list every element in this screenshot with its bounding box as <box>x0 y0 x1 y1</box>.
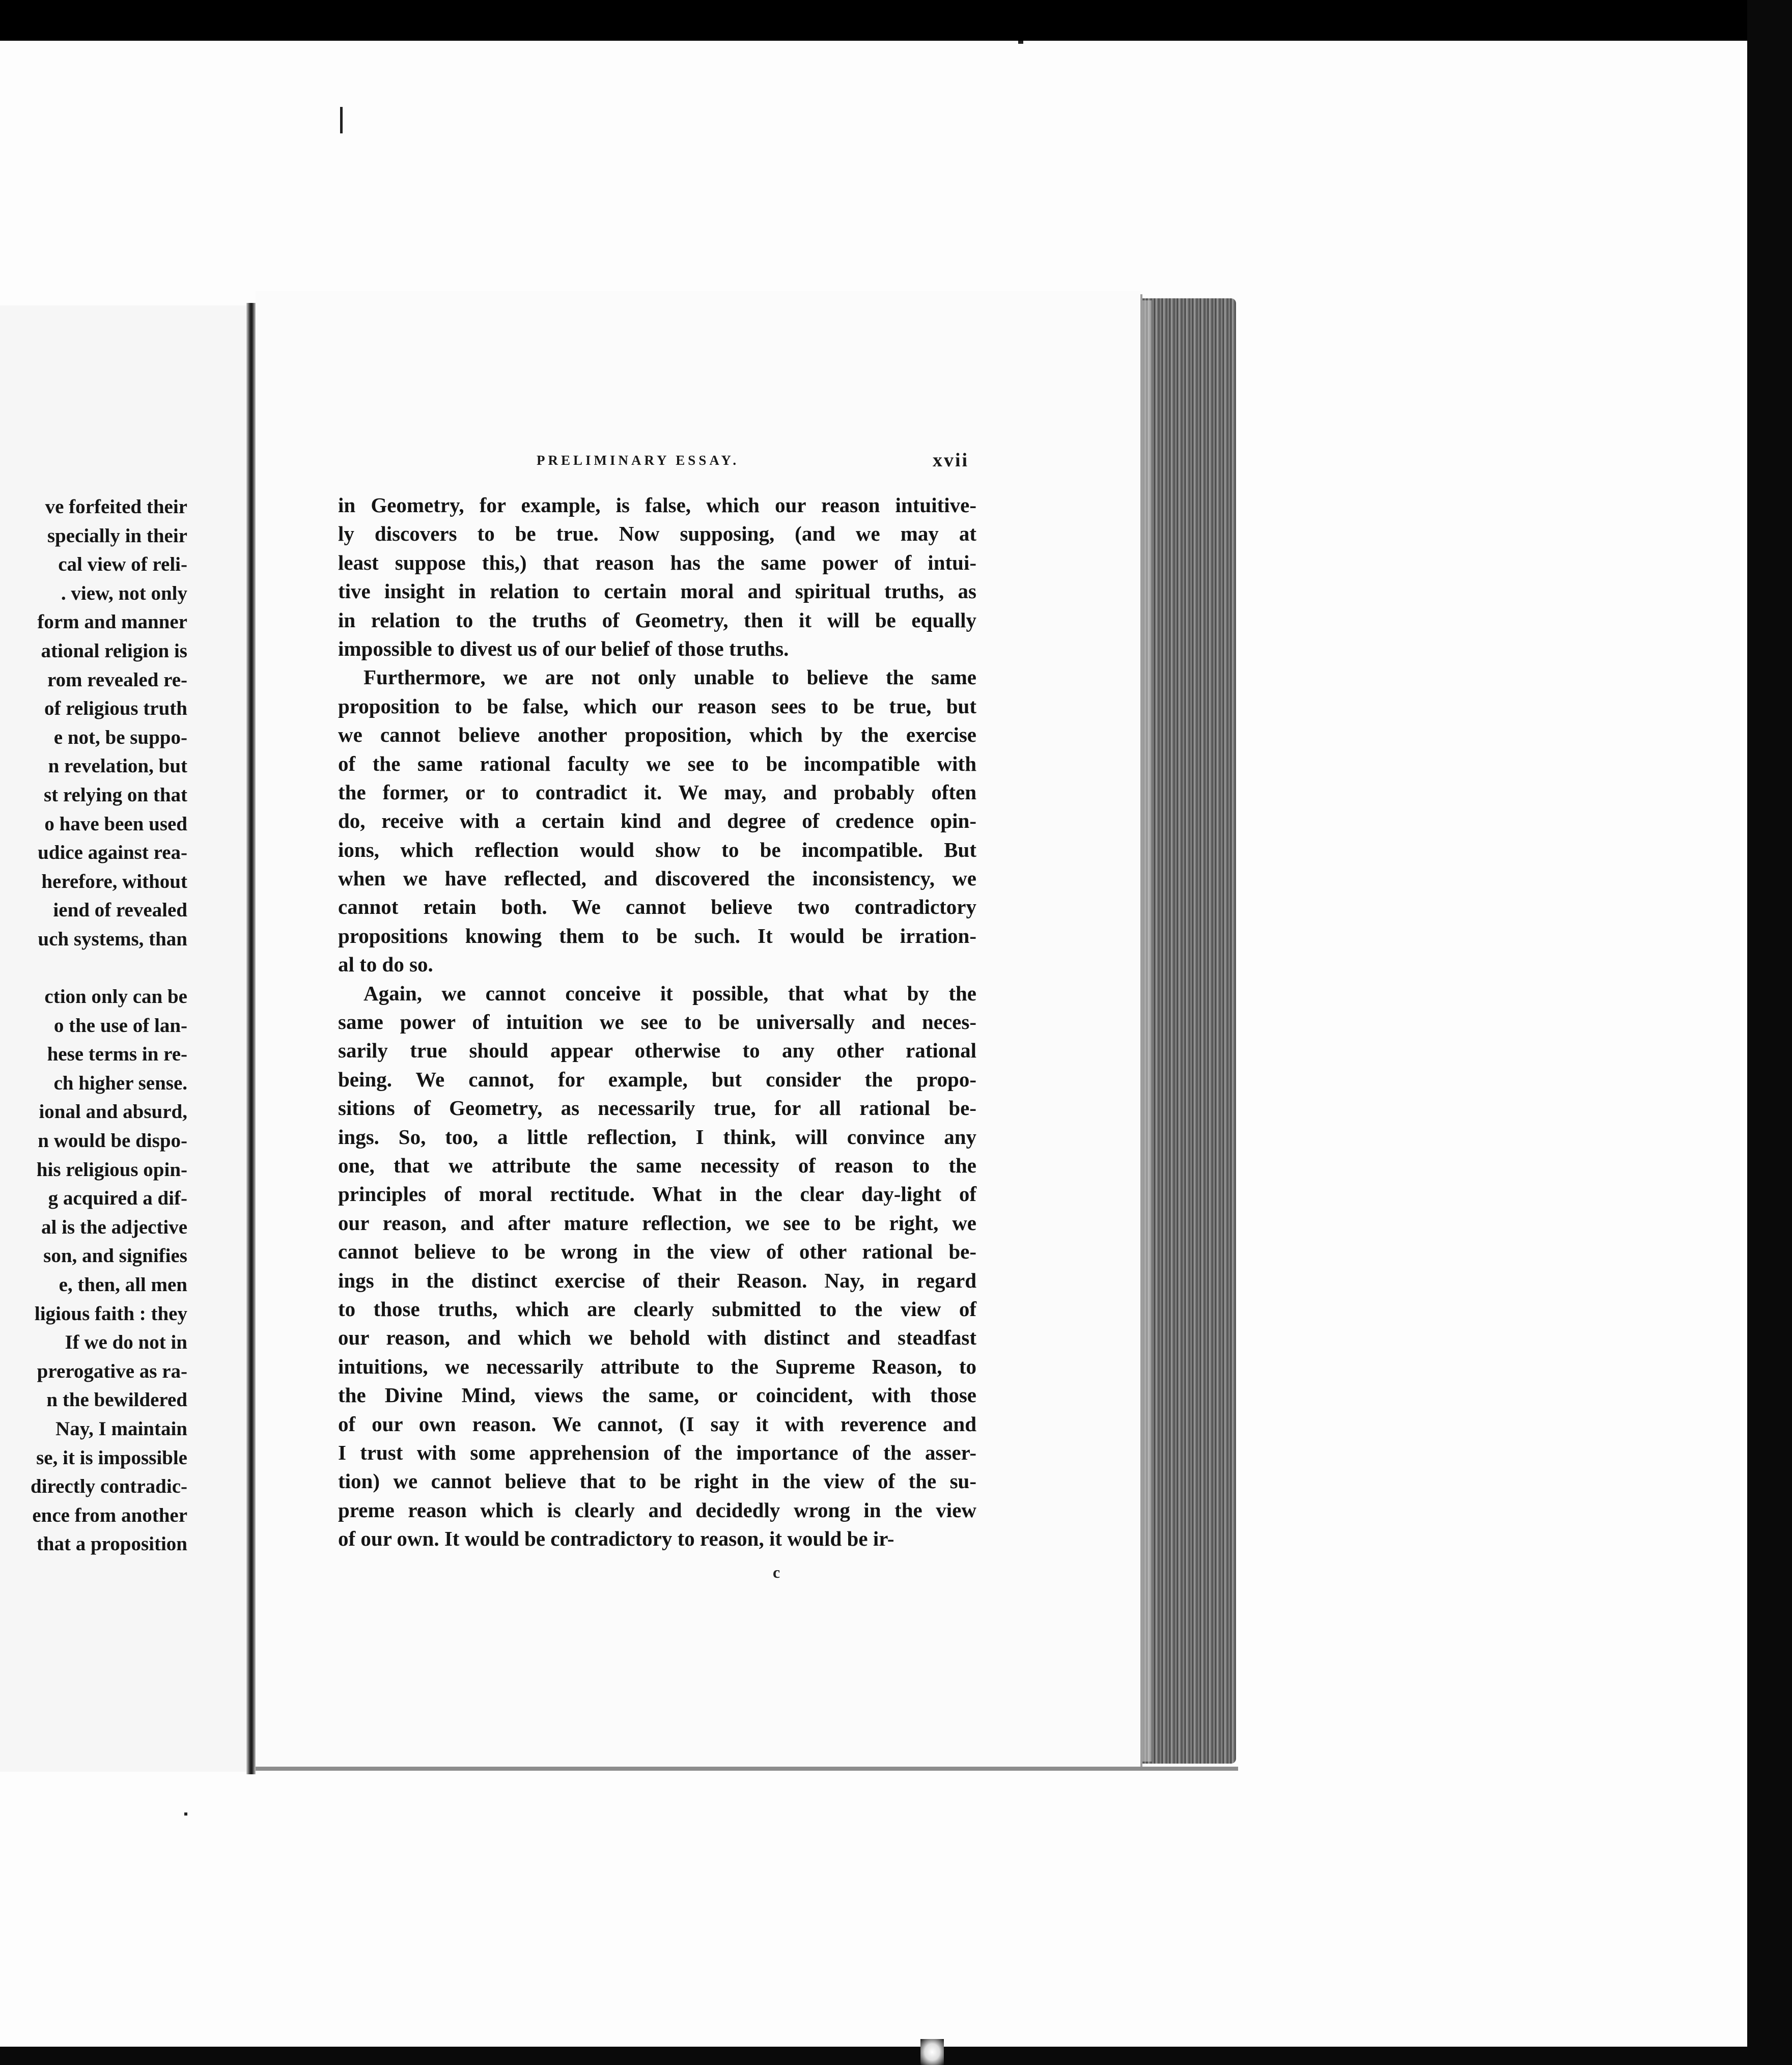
text-line: If we do not in <box>65 1331 187 1354</box>
text-line: iend of revealed <box>53 899 187 922</box>
text-line: o have been used <box>44 813 187 835</box>
text-line: sarily true should appear otherwise to any other rational <box>338 1039 976 1063</box>
text-line: g acquired a dif- <box>48 1187 187 1210</box>
text-line: do, receive with a certain kind and degree of credence opin- <box>338 809 976 833</box>
text-line: to those truths, which are clearly submitted to the view of <box>338 1297 976 1321</box>
text-line: directly contradic- <box>31 1475 187 1498</box>
stray-mark <box>1018 41 1023 44</box>
text-line: one, that we attribute the same necessity of reason to the <box>338 1153 976 1177</box>
text-line: al is the adjective <box>41 1216 187 1238</box>
signature-mark: c <box>773 1563 780 1581</box>
text-line: of the same rational faculty we see to be incompatible with <box>338 751 976 775</box>
page-number: xvii <box>933 450 969 471</box>
text-line: st relying on that <box>43 784 187 806</box>
page-shadow <box>256 1767 1238 1771</box>
scan-border-bottom <box>0 2047 1792 2065</box>
text-line: I trust with some apprehension of the importance of the asser- <box>338 1440 976 1464</box>
text-line: same power of intuition we see to be universally and neces- <box>338 1010 976 1034</box>
text-line: cal view of reli- <box>58 553 187 576</box>
text-line: n revelation, but <box>48 755 187 777</box>
text-line: least suppose this,) that reason has the same power of intui- <box>338 550 976 574</box>
text-line: ings in the distinct exercise of their Reason. Nay, in regard <box>338 1268 976 1292</box>
text-line: e, then, all men <box>59 1274 187 1296</box>
text-line: ction only can be <box>44 986 187 1008</box>
body-text <box>338 491 976 1553</box>
text-line: in relation to the truths of Geometry, then it will be equally <box>338 608 976 632</box>
text-line: se, it is impossible <box>36 1446 187 1469</box>
running-head: PRELIMINARY ESSAY. <box>537 453 740 468</box>
text-line: cannot retain both. We cannot believe two contradictory <box>338 895 976 919</box>
text-line: tion) we cannot believe that to be right in the view of the su- <box>338 1469 976 1493</box>
text-line: the former, or to contradict it. We may, and probably often <box>338 780 976 804</box>
text-line: cannot believe to be wrong in the view of other rational be- <box>338 1240 976 1264</box>
text-line: ings. So, too, a little reflection, I think, will convince any <box>338 1125 976 1149</box>
text-line: intuitions, we necessarily attribute to the Supreme Reason, to <box>338 1354 976 1378</box>
text-line: specially in their <box>47 524 187 547</box>
text-line: of religious truth <box>44 697 187 720</box>
text-line: sitions of Geometry, as necessarily true, for all rational be- <box>338 1096 976 1120</box>
stray-mark <box>340 107 343 133</box>
text-line: ly discovers to be true. Now supposing, (and we may at <box>338 522 976 546</box>
text-line: propositions knowing them to be such. It would be irration- <box>338 924 976 947</box>
text-line: his religious opin- <box>36 1158 187 1181</box>
stray-mark <box>184 1812 187 1816</box>
text-line: prerogative as ra- <box>37 1360 187 1382</box>
text-line: that a proposition <box>36 1533 187 1555</box>
text-line: ional and absurd, <box>39 1101 187 1123</box>
text-line: principles of moral rectitude. What in the clear day-light of <box>338 1182 976 1206</box>
text-line: ch higher sense. <box>53 1072 187 1094</box>
text-line: our reason, and which we behold with distinct and steadfast <box>338 1326 976 1350</box>
text-line: Again, we cannot conceive it possible, that what by the <box>363 981 976 1005</box>
text-line: n would be dispo- <box>38 1130 187 1152</box>
text-line: of our own reason. We cannot, (I say it with reverence and <box>338 1412 976 1436</box>
text-line: ence from another <box>32 1504 187 1526</box>
text-line: n the bewildered <box>46 1389 187 1411</box>
text-line: ions, which reflection would show to be incompatible. But <box>338 838 976 861</box>
text-line: e not, be suppo- <box>53 726 187 748</box>
left-page-text <box>0 493 187 1559</box>
text-line: tive insight in relation to certain moral and spiritual truths, as <box>338 579 976 603</box>
text-line: preme reason which is clearly and decidedly wrong in the view <box>338 1498 976 1522</box>
text-line: udice against rea- <box>38 842 187 864</box>
text-line: of our own. It would be contradictory to reason, it would be ir- <box>338 1527 894 1551</box>
text-line: we cannot believe another proposition, which by the exercise <box>338 723 976 747</box>
text-line: al to do so. <box>338 953 433 976</box>
text-line: the Divine Mind, views the same, or coincident, with those <box>338 1383 976 1407</box>
text-line: uch systems, than <box>38 928 187 950</box>
text-line: herefore, without <box>41 870 187 892</box>
text-line: Furthermore, we are not only unable to believe the same <box>363 665 976 689</box>
text-line: when we have reflected, and discovered the inconsistency, we <box>338 867 976 890</box>
scan-border-right <box>1747 0 1792 2065</box>
text-line: ational religion is <box>41 639 187 662</box>
text-line: Nay, I maintain <box>55 1418 187 1440</box>
light-flare <box>920 2039 944 2065</box>
text-line: in Geometry, for example, is false, which our reason intuitive- <box>338 493 976 517</box>
text-line: being. We cannot, for example, but consider the propo- <box>338 1067 976 1091</box>
text-line: form and manner <box>37 611 187 633</box>
text-line: impossible to divest us of our belief of those truths. <box>338 636 789 660</box>
book-gutter <box>246 303 256 1774</box>
text-line <box>0 954 187 983</box>
text-line: . view, not only <box>61 582 187 604</box>
text-line: rom revealed re- <box>47 668 187 691</box>
text-line: hese terms in re- <box>47 1043 187 1066</box>
text-line: ligious faith : they <box>34 1302 187 1325</box>
text-line: ve forfeited their <box>45 496 187 518</box>
text-line: son, and signifies <box>43 1245 187 1267</box>
text-line: proposition to be false, which our reason sees to be true, but <box>338 694 976 718</box>
text-line: o the use of lan- <box>53 1014 187 1037</box>
text-line: our reason, and after mature reflection, we see to be right, we <box>338 1211 976 1235</box>
